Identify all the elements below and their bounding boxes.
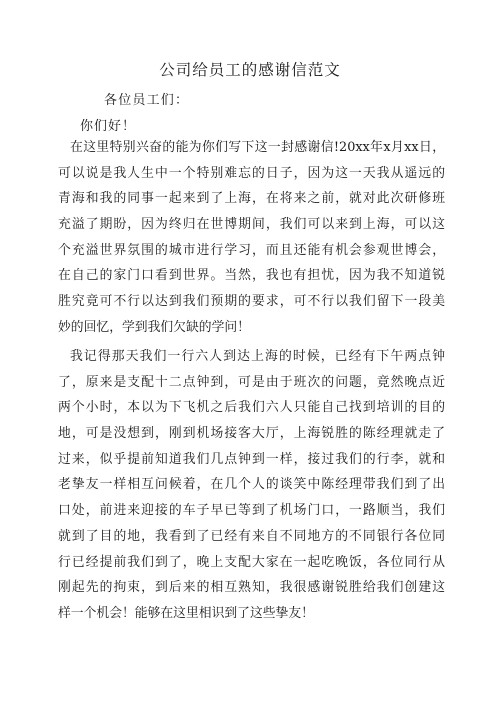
paragraph-line: 就到了目的地，我看到了已经有来自不同地方的不同银行各位同 (58, 528, 445, 544)
paragraph-line: 青海和我的同事一起来到了上海，在将来之前，就对此次研修班 (58, 191, 445, 207)
paragraph-2 (58, 344, 445, 627)
paragraph-line: 妙的回忆，学到我们欠缺的学问！ (58, 319, 250, 335)
paragraph-1 (58, 135, 445, 341)
paragraph-line: 过来，似乎提前知道我们几点钟到一样，接过我们的行李，就和 (58, 451, 445, 467)
paragraph-line: 在这里特别兴奋的能为你们写下这一封感谢信!20xx年x月xx日， (70, 140, 445, 155)
paragraph-line: 两个小时，本以为下飞机之后我们六人只能自己找到培训的目的 (58, 400, 445, 416)
document-title: 公司给员工的感谢信范文 (159, 61, 341, 79)
paragraph-line: 个充溢世界氛围的城市进行学习，而且还能有机会参观世博会， (58, 242, 445, 258)
greeting: 你们好！ (80, 119, 137, 134)
paragraph-line: 我记得那天我们一行六人到达上海的时候，已经有下午两点钟 (70, 349, 445, 364)
paragraph-line: 样一个机会！能够在这里相识到了这些挚友！ (58, 605, 314, 621)
paragraph-line: 地，可是没想到，刚到机场接客大厅，上海锐胜的陈经理就走了 (58, 426, 445, 442)
paragraph-line: 了，原来是支配十二点钟到，可是由于班次的问题，竟然晚点近 (58, 374, 445, 390)
paragraph-line: 刚起先的拘束，到后来的相互熟知，我很感谢锐胜给我们创建这 (58, 580, 445, 596)
paragraph-line: 可以说是我人生中一个特别难忘的日子，因为这一天我从遥远的 (58, 165, 445, 181)
salutation: 各位员工们： (104, 93, 190, 108)
paragraph-line: 充溢了期盼，因为终归在世博期间，我们可以来到上海，可以这 (58, 217, 445, 233)
paragraph-line: 口处，前进来迎接的车子早已等到了机场门口，一路顺当，我们 (58, 503, 445, 519)
paragraph-line: 在自己的家门口看到世界。当然，我也有担忧，因为我不知道锐 (58, 268, 445, 284)
paragraph-line: 老挚友一样相互问候着，在几个人的谈笑中陈经理带我们到了出 (58, 477, 445, 493)
paragraph-line: 行已经提前我们到了，晚上支配大家在一起吃晚饭，各位同行从 (58, 554, 445, 570)
paragraph-line: 胜究竟可不行以达到我们预期的要求，可不行以我们留下一段美 (58, 294, 445, 310)
